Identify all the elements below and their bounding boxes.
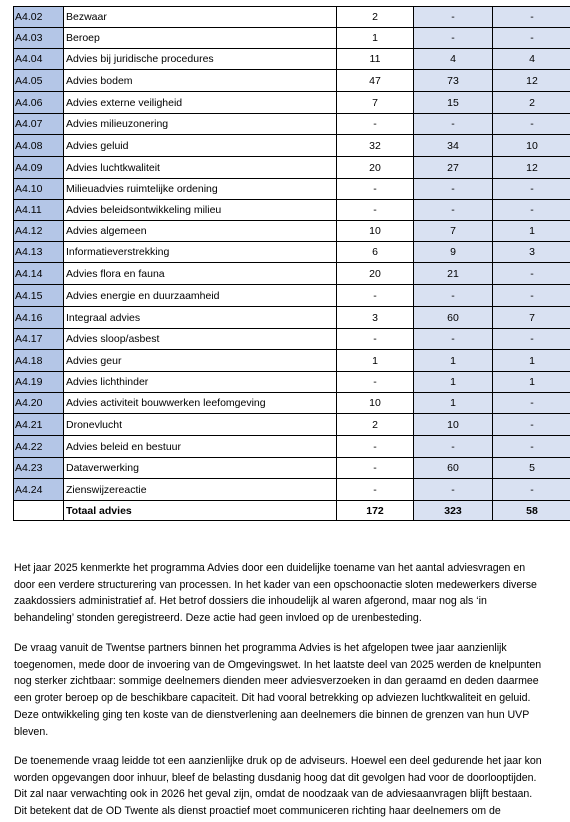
row-value-3: 12 bbox=[493, 157, 570, 179]
text-line: De vraag vanuit de Twentse partners binnen het programma Advies is het afgelopen twee jaar aanzienlijk bbox=[14, 642, 507, 654]
row-value-3: - bbox=[493, 414, 570, 436]
row-code: A4.22 bbox=[14, 436, 64, 458]
row-value-3: 12 bbox=[493, 70, 570, 92]
row-code: A4.21 bbox=[14, 414, 64, 436]
advice-table bbox=[13, 6, 570, 521]
row-description: Advies flora en fauna bbox=[64, 263, 337, 285]
row-value-2: 73 bbox=[414, 70, 493, 92]
row-value-3: 1 bbox=[493, 350, 570, 372]
row-value-1: - bbox=[337, 329, 414, 350]
row-description: Bezwaar bbox=[64, 7, 337, 28]
row-description: Zienswijzereactie bbox=[64, 479, 337, 501]
text-line: zaakdossiers administratief af. Het betrof dossiers die inhoudelijk al waren afgerond, maar nog als ‘in bbox=[14, 595, 487, 608]
table-row bbox=[14, 479, 570, 501]
row-description: Advies geur bbox=[64, 350, 337, 372]
table-row bbox=[14, 114, 570, 135]
total-label: Totaal advies bbox=[64, 501, 337, 521]
row-value-2: 60 bbox=[414, 307, 493, 329]
row-code: A4.09 bbox=[14, 157, 64, 179]
row-description: Integraal advies bbox=[64, 307, 337, 329]
paragraph-1 bbox=[14, 560, 562, 627]
row-value-1: 2 bbox=[337, 414, 414, 436]
row-value-2: 10 bbox=[414, 414, 493, 436]
row-description: Advies geluid bbox=[64, 135, 337, 157]
row-value-1: 1 bbox=[337, 28, 414, 49]
text-line: Deze ontwikkeling ging ten koste van de dienstverlening aan deelnemers die binnen de grenzen van hun UVP bbox=[14, 708, 530, 721]
row-description: Advies lichthinder bbox=[64, 372, 337, 393]
row-description: Advies externe veiligheid bbox=[64, 92, 337, 114]
row-value-2: 4 bbox=[414, 49, 493, 70]
row-value-2: 1 bbox=[414, 372, 493, 393]
row-code: A4.10 bbox=[14, 179, 64, 200]
row-code: A4.11 bbox=[14, 200, 64, 221]
row-code: A4.06 bbox=[14, 92, 64, 114]
text-line: Dit zal naar verwachting ook in 2026 het geval zijn, omdat de noodzaak van de adviesaanvragen blijft bestaan. bbox=[14, 788, 533, 801]
row-code: A4.13 bbox=[14, 242, 64, 263]
row-value-3: - bbox=[493, 179, 570, 200]
table-row bbox=[14, 350, 570, 372]
row-value-1: 6 bbox=[337, 242, 414, 263]
row-code: A4.08 bbox=[14, 135, 64, 157]
row-description: Advies beleidsontwikkeling milieu bbox=[64, 200, 337, 221]
row-code: A4.18 bbox=[14, 350, 64, 372]
row-value-2: - bbox=[414, 7, 493, 28]
row-value-1: 47 bbox=[337, 70, 414, 92]
row-description: Informatieverstrekking bbox=[64, 242, 337, 263]
row-code: A4.15 bbox=[14, 285, 64, 307]
row-value-2: 15 bbox=[414, 92, 493, 114]
row-value-2: 1 bbox=[414, 350, 493, 372]
text-line: Het jaar 2025 kenmerkte het programma Advies door een duidelijke toename van het aantal adviesvragen en bbox=[14, 562, 526, 574]
table-row bbox=[14, 307, 570, 329]
row-value-1: 20 bbox=[337, 157, 414, 179]
row-value-3: - bbox=[493, 479, 570, 501]
row-value-3: 1 bbox=[493, 372, 570, 393]
row-value-1: - bbox=[337, 114, 414, 135]
row-description: Advies activiteit bouwwerken leefomgeving bbox=[64, 393, 337, 414]
table-row bbox=[14, 263, 570, 285]
row-value-2: - bbox=[414, 285, 493, 307]
row-value-1: - bbox=[337, 372, 414, 393]
row-code: A4.02 bbox=[14, 7, 64, 28]
row-description: Advies bodem bbox=[64, 70, 337, 92]
paragraph-3 bbox=[14, 753, 562, 820]
row-code: A4.05 bbox=[14, 70, 64, 92]
row-value-3: 10 bbox=[493, 135, 570, 157]
text-line: De toenemende vraag leidde tot een aanzienlijke druk op de adviseurs. Hoewel een deel gedurende het jaar kon bbox=[14, 755, 542, 767]
table-row bbox=[14, 200, 570, 221]
row-value-2: - bbox=[414, 479, 493, 501]
text-line: nog sterker zichtbaar: sommige deelnemers dienden meer adviesverzoeken in dan geraamd en deden daarmee bbox=[14, 675, 539, 688]
row-value-1: 11 bbox=[337, 49, 414, 70]
row-value-3: - bbox=[493, 393, 570, 414]
row-value-3: - bbox=[493, 28, 570, 49]
row-code: A4.19 bbox=[14, 372, 64, 393]
row-description: Beroep bbox=[64, 28, 337, 49]
row-code: A4.14 bbox=[14, 263, 64, 285]
row-code: A4.12 bbox=[14, 221, 64, 242]
row-value-2: 1 bbox=[414, 393, 493, 414]
table-row bbox=[14, 285, 570, 307]
row-value-2: 60 bbox=[414, 458, 493, 479]
row-value-1: - bbox=[337, 200, 414, 221]
row-value-3: 5 bbox=[493, 458, 570, 479]
row-value-3: 4 bbox=[493, 49, 570, 70]
text-line: door een verdere structurering van processen. In het kader van een opschoonactie sloten medewerkers diverse bbox=[14, 578, 537, 591]
row-code: A4.23 bbox=[14, 458, 64, 479]
row-description: Dronevlucht bbox=[64, 414, 337, 436]
row-value-2: 27 bbox=[414, 157, 493, 179]
row-code: A4.24 bbox=[14, 479, 64, 501]
row-value-2: - bbox=[414, 329, 493, 350]
row-description: Advies milieuzonering bbox=[64, 114, 337, 135]
row-value-2: - bbox=[414, 200, 493, 221]
row-value-3: - bbox=[493, 329, 570, 350]
total-code bbox=[14, 501, 64, 521]
row-value-2: - bbox=[414, 436, 493, 458]
text-line: Dit betekent dat de OD Twente als dienst proactief moet communiceren richting haar deelnemers om de bbox=[14, 805, 501, 818]
row-value-2: 34 bbox=[414, 135, 493, 157]
row-value-3: 2 bbox=[493, 92, 570, 114]
row-value-3: - bbox=[493, 114, 570, 135]
row-value-2: 7 bbox=[414, 221, 493, 242]
total-value-2: 323 bbox=[414, 501, 493, 521]
row-value-1: - bbox=[337, 285, 414, 307]
row-value-1: - bbox=[337, 458, 414, 479]
row-code: A4.03 bbox=[14, 28, 64, 49]
table-row bbox=[14, 157, 570, 179]
total-value-1: 172 bbox=[337, 501, 414, 521]
row-value-2: 9 bbox=[414, 242, 493, 263]
row-value-1: 32 bbox=[337, 135, 414, 157]
row-value-1: - bbox=[337, 436, 414, 458]
row-description: Advies luchtkwaliteit bbox=[64, 157, 337, 179]
row-description: Milieuadvies ruimtelijke ordening bbox=[64, 179, 337, 200]
text-line: toegenomen, mede door de invoering van de Omgevingswet. In het laatste deel van 2025 werden de knelpunten bbox=[14, 658, 542, 671]
text-line: bleven. bbox=[14, 725, 49, 738]
table-row bbox=[14, 70, 570, 92]
table-row bbox=[14, 436, 570, 458]
row-code: A4.20 bbox=[14, 393, 64, 414]
row-value-1: - bbox=[337, 479, 414, 501]
text-line: een groter beroep op de beschikbare capaciteit. Dit had vooral betrekking op adviezen luchtkwaliteit en geluid. bbox=[14, 692, 531, 705]
row-value-3: - bbox=[493, 263, 570, 285]
table-row bbox=[14, 7, 570, 28]
text-line: behandeling’ stonden geregistreerd. Deze actie had geen invloed op de urenbesteding. bbox=[14, 612, 422, 625]
table-row bbox=[14, 221, 570, 242]
total-value-3: 58 bbox=[493, 501, 570, 521]
row-value-1: 10 bbox=[337, 221, 414, 242]
row-code: A4.04 bbox=[14, 49, 64, 70]
row-value-2: 21 bbox=[414, 263, 493, 285]
row-description: Advies beleid en bestuur bbox=[64, 436, 337, 458]
row-value-1: - bbox=[337, 179, 414, 200]
row-value-3: 1 bbox=[493, 221, 570, 242]
row-description: Advies energie en duurzaamheid bbox=[64, 285, 337, 307]
table-row bbox=[14, 179, 570, 200]
row-value-3: - bbox=[493, 285, 570, 307]
table-row bbox=[14, 458, 570, 479]
table-row bbox=[14, 393, 570, 414]
row-value-1: 3 bbox=[337, 307, 414, 329]
row-value-3: - bbox=[493, 436, 570, 458]
table-row bbox=[14, 414, 570, 436]
row-description: Advies sloop/asbest bbox=[64, 329, 337, 350]
table-row bbox=[14, 28, 570, 49]
row-description: Advies algemeen bbox=[64, 221, 337, 242]
row-value-3: - bbox=[493, 200, 570, 221]
row-value-2: - bbox=[414, 28, 493, 49]
row-description: Advies bij juridische procedures bbox=[64, 49, 337, 70]
table-row bbox=[14, 372, 570, 393]
paragraph-2 bbox=[14, 640, 562, 740]
text-line: worden opgevangen door inhuur, bleef de belasting dusdanig hoog dat dit gevolgen had voor de doorlooptijden. bbox=[14, 771, 537, 784]
row-description: Dataverwerking bbox=[64, 458, 337, 479]
row-code: A4.07 bbox=[14, 114, 64, 135]
row-value-2: - bbox=[414, 114, 493, 135]
row-code: A4.17 bbox=[14, 329, 64, 350]
row-value-1: 7 bbox=[337, 92, 414, 114]
row-value-3: - bbox=[493, 7, 570, 28]
table-row bbox=[14, 135, 570, 157]
row-value-1: 1 bbox=[337, 350, 414, 372]
table-row bbox=[14, 92, 570, 114]
row-value-3: 7 bbox=[493, 307, 570, 329]
table-row bbox=[14, 329, 570, 350]
row-value-1: 2 bbox=[337, 7, 414, 28]
table-row bbox=[14, 242, 570, 263]
row-value-1: 20 bbox=[337, 263, 414, 285]
row-value-3: 3 bbox=[493, 242, 570, 263]
row-value-1: 10 bbox=[337, 393, 414, 414]
total-row bbox=[14, 501, 570, 521]
row-value-2: - bbox=[414, 179, 493, 200]
row-code: A4.16 bbox=[14, 307, 64, 329]
table-row bbox=[14, 49, 570, 70]
